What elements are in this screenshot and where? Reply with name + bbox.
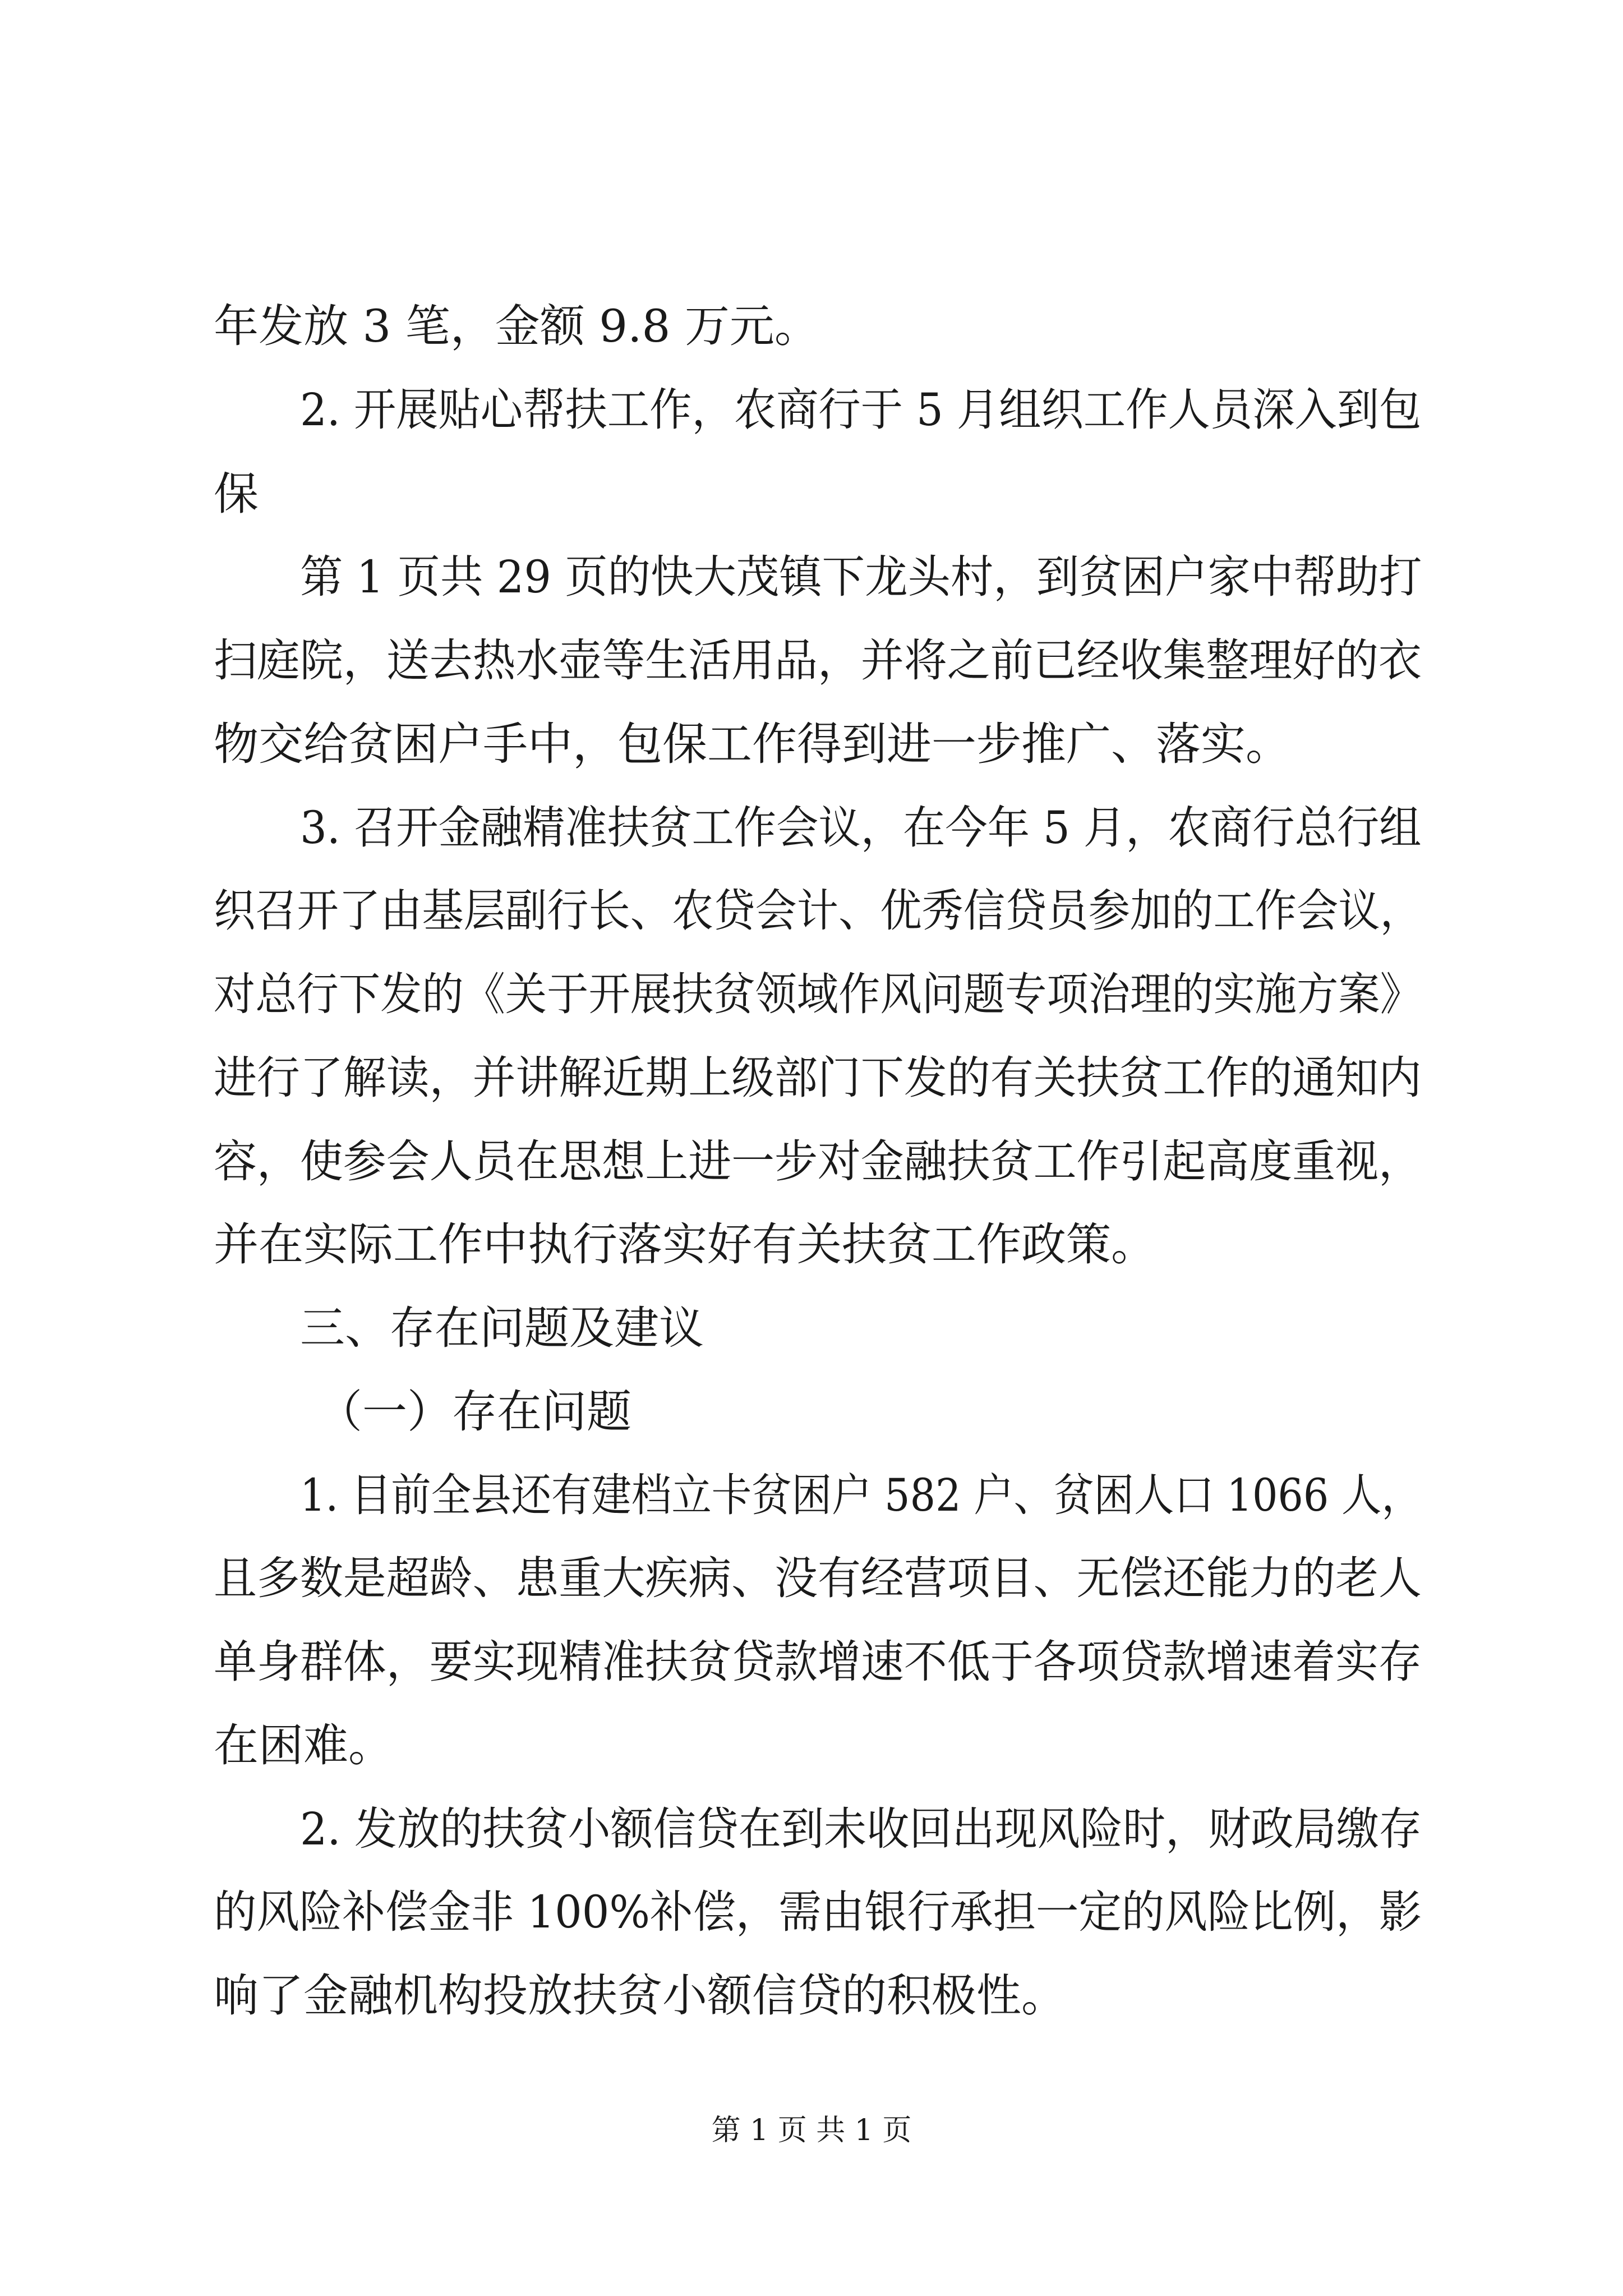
text-line: 第 1 页共 29 页的快大茂镇下龙头村，到贫困户家中帮助打 bbox=[300, 551, 1422, 603]
text-line: 单身群体，要实现精准扶贫贷款增速不低于各项贷款增速着实存 bbox=[214, 1636, 1422, 1688]
text-line: 物交给贫困户手中，包保工作得到进一步推广、落实。 bbox=[214, 718, 1290, 770]
text-line: 1. 目前全县还有建档立卡贫困户 582 户、贫困人口 1066 人， bbox=[300, 1469, 1422, 1521]
text-line: 年发放 3 笔，金额 9.8 万元。 bbox=[214, 300, 819, 352]
text-line: 扫庭院，送去热水壶等生活用品，并将之前已经收集整理好的衣 bbox=[214, 634, 1422, 687]
text-line: 织召开了由基层副行长、农贷会计、优秀信贷员参加的工作会议， bbox=[214, 885, 1422, 937]
text-line: 容，使参会人员在思想上进一步对金融扶贫工作引起高度重视， bbox=[214, 1135, 1422, 1188]
text-line: 2. 发放的扶贫小额信贷在到未收回出现风险时，财政局缴存 bbox=[300, 1803, 1422, 1855]
text-line: 的风险补偿金非 100%补偿，需由银行承担一定的风险比例，影 bbox=[214, 1886, 1422, 1938]
text-line: 进行了解读，并讲解近期上级部门下发的有关扶贫工作的通知内 bbox=[214, 1052, 1422, 1104]
text-line: 对总行下发的《关于开展扶贫领域作风问题专项治理的实施方案》 bbox=[214, 968, 1422, 1020]
text-line: 且多数是超龄、患重大疾病、没有经营项目、无偿还能力的老人 bbox=[214, 1552, 1422, 1604]
text-line: 3. 召开金融精准扶贫工作会议，在今年 5 月，农商行总行组 bbox=[300, 802, 1422, 854]
text-line: 响了金融机构投放扶贫小额信贷的积极性。 bbox=[214, 1970, 1066, 2022]
section-heading: 三、存在问题及建议 bbox=[300, 1302, 704, 1354]
subsection-heading: （一）存在问题 bbox=[317, 1386, 631, 1438]
text-line: 保 bbox=[214, 468, 259, 520]
text-line: 2. 开展贴心帮扶工作，农商行于 5 月组织工作人员深入到包 bbox=[300, 384, 1422, 436]
page-footer: 第 1 页 共 1 页 bbox=[711, 2114, 912, 2147]
text-line: 在困难。 bbox=[214, 1719, 393, 1772]
text-line: 并在实际工作中执行落实好有关扶贫工作政策。 bbox=[214, 1218, 1156, 1271]
